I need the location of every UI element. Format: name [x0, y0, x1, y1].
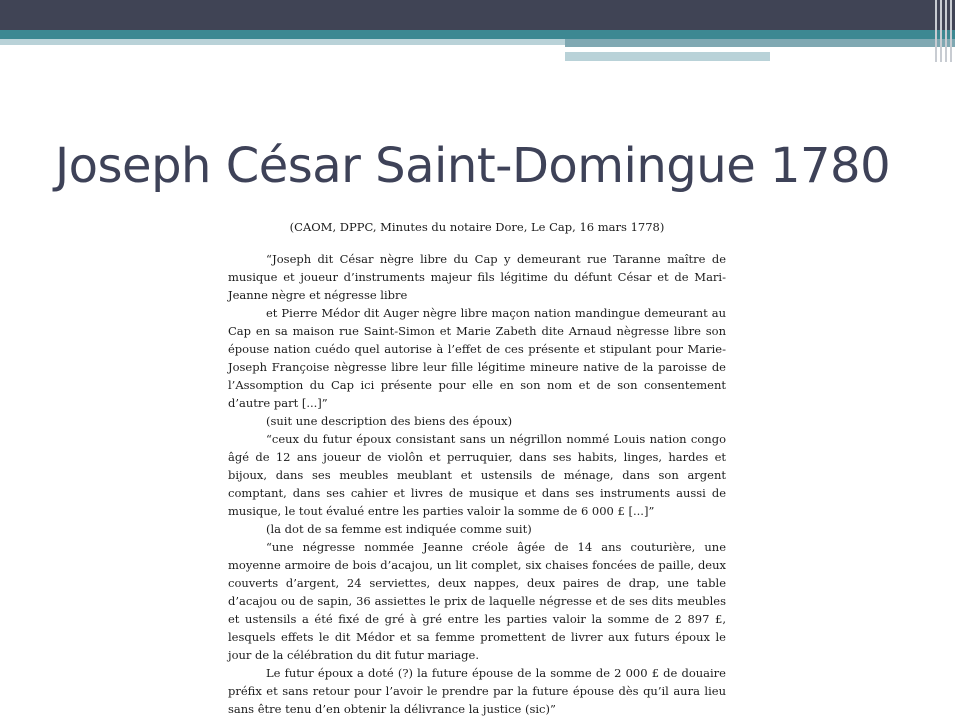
document-source: (CAOM, DPPC, Minutes du notaire Dore, Le Cap, 16 mars 1778) — [289, 220, 665, 234]
header-bar-accent-lower — [565, 52, 770, 61]
document-paragraph: “ceux du futur époux consistant sans un négrillon nommé Louis nation congo âgé de 12 ans joueur de violôn et perruquier, dans ses habits, linges, hardes et bijoux, dans ses meubles meublant et ustensils de ménage, dans son argent comptant, dans ses cahier et livres de musique et dans ses instruments aussi de musique, le tout évalué entre les parties valoir la somme de 6 000 £ [...]” — [228, 432, 726, 518]
header-bar-divider — [565, 47, 885, 49]
document-paragraph: Le futur époux a doté (?) la future épouse de la somme de 2 000 £ de douaire préfix et sans retour pour l’avoir le prendre par la future épouse dès qu’il aura lieu sans être tenu d’en obtenir la délivrance la justice (sic)” — [228, 666, 726, 716]
slide-title: Joseph César Saint-Domingue 1780 — [55, 138, 891, 194]
document-paragraph: (la dot de sa femme est indiquée comme suit) — [266, 522, 532, 536]
corner-stripes — [933, 0, 955, 62]
document-paragraph: et Pierre Médor dit Auger nègre libre maçon nation mandingue demeurant au Cap en sa maison rue Saint-Simon et Marie Zabeth dite Arnaud nègresse libre son épouse nation cuédo quel autorise à l’effet de ces présente et stipulant pour Marie-Joseph Françoise nègresse libre leur fille légitime mineure native de la paroisse de l’Assomption du Cap ici présente pour elle en son nom et de son consentement d’autre part [...]” — [228, 306, 726, 410]
header-bar-dark — [0, 0, 955, 30]
document-paragraph: “Joseph dit César nègre libre du Cap y demeurant rue Taranne maître de musique et joueur d’instruments majeur fils légitime du défunt César et de Mari-Jeanne nègre et négresse libre — [228, 252, 726, 302]
document-paragraph: (suit une description des biens des époux) — [266, 414, 513, 428]
header-bar-teal — [0, 30, 955, 39]
document-paragraph: “une négresse nommée Jeanne créole âgée de 14 ans couturière, une moyenne armoire de bois d’acajou, un lit complet, six chaises foncées de paille, deux couverts d’argent, 24 serviettes, deux nappes, deux paires de drap, une table d’acajou ou de sapin, 36 assiettes le prix de laquelle négresse et de ses dits meubles et ustensils a été fixé de gré à gré entre les parties valoir la somme de 2 897 £, lesquels effets le dit Médor et sa femme promettent de livrer aux futurs époux le jour de la célébration du dit futur mariage. — [228, 540, 726, 662]
header-bar-light — [0, 39, 565, 45]
header-bar-accent — [565, 39, 955, 47]
document-excerpt — [228, 218, 726, 718]
